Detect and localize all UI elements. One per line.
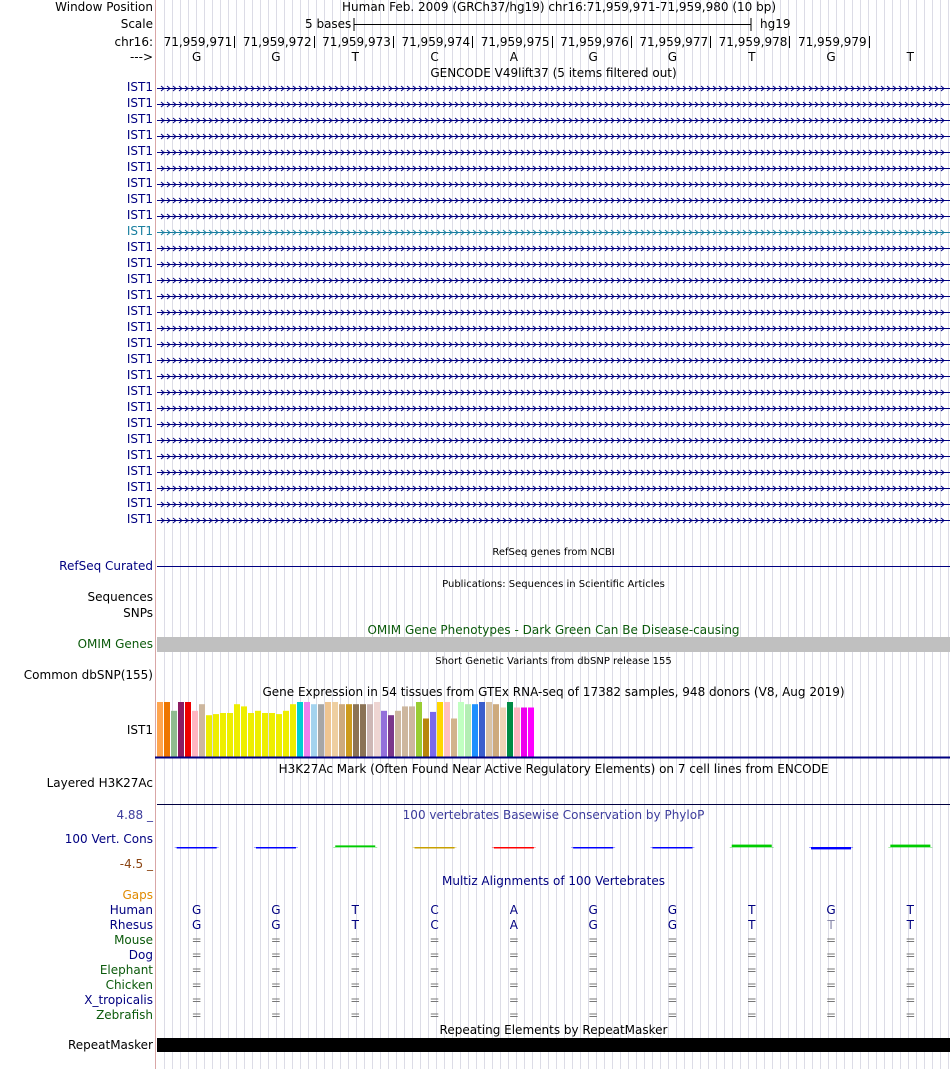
alignment-base[interactable]: = [905,963,916,977]
alignment-base[interactable]: G [667,918,678,932]
gtex-tissue-bar[interactable] [339,704,345,757]
h3k27ac-track-label[interactable]: Layered H3K27Ac [46,776,153,790]
alignment-base[interactable]: G [826,903,836,917]
gencode-transcript-label[interactable]: IST1 [126,176,153,190]
gtex-tissue-bar[interactable] [192,711,198,757]
gencode-transcript[interactable] [157,144,950,159]
omim-track-title[interactable]: OMIM Gene Phenotypes - Dark Green Can Be Disease-causing [367,623,740,637]
alignment-base[interactable]: = [667,933,678,947]
gtex-tissue-bar[interactable] [318,704,324,757]
gencode-transcript-label[interactable]: IST1 [126,80,153,94]
gtex-tissue-bar[interactable] [220,713,226,757]
gencode-transcript-label[interactable]: IST1 [126,416,153,430]
gencode-transcript-label[interactable]: IST1 [126,304,153,318]
gencode-transcript-label[interactable]: IST1 [126,432,153,446]
reference-base[interactable]: G [826,50,836,64]
alignment-base[interactable]: = [429,1008,440,1022]
conservation-min-label: -4.5 _ [119,857,153,871]
dbsnp-track-title[interactable]: Short Genetic Variants from dbSNP release 155 [435,656,672,667]
gencode-transcript[interactable] [157,240,950,255]
gtex-tissue-bar[interactable] [213,714,219,757]
alignment-base[interactable]: = [508,1008,519,1022]
alignment-base[interactable]: = [905,993,916,1007]
gencode-transcript-label[interactable]: IST1 [126,384,153,398]
gencode-transcript-label[interactable]: IST1 [126,192,153,206]
repeatmasker-track-label[interactable]: RepeatMasker [67,1038,153,1052]
ruler-position-label: 71,959,971 [163,35,233,49]
refseq-gene-line[interactable] [157,566,950,567]
alignment-base[interactable]: = [270,1008,281,1022]
gencode-transcript[interactable] [157,416,950,431]
repeatmasker-element-bar[interactable] [157,1038,950,1052]
gtex-tissue-bar[interactable] [458,702,464,757]
gencode-transcript[interactable] [157,400,950,415]
gtex-tissue-bar[interactable] [262,713,268,757]
omim-phenotype-bar[interactable] [157,637,950,652]
ruler-position-label: 71,959,975 [480,35,550,49]
scale-db: hg19 [760,17,791,31]
gencode-transcript[interactable] [157,208,950,223]
gtex-tissue-bar[interactable] [388,715,394,757]
reference-base[interactable]: G [271,50,281,64]
gtex-tissue-bar[interactable] [332,702,338,757]
gtex-tissue-bar[interactable] [402,706,408,757]
gtex-tissue-bar[interactable] [409,706,415,757]
alignment-base[interactable]: = [270,948,281,962]
species-label[interactable]: Chicken [105,978,153,992]
gtex-tissue-bar[interactable] [304,702,310,757]
gencode-transcript[interactable] [157,160,950,175]
gtex-tissue-bar[interactable] [472,704,478,757]
alignment-base[interactable]: = [350,993,361,1007]
gencode-transcript[interactable] [157,224,950,239]
multiz-track-title[interactable]: Multiz Alignments of 100 Vertebrates [441,874,666,888]
publications-track-title[interactable]: Publications: Sequences in Scientific Articles [442,579,665,590]
gencode-transcript-label[interactable]: IST1 [126,144,153,158]
conservation-score-mark[interactable] [573,847,613,849]
conservation-score-mark[interactable] [335,845,375,847]
species-label[interactable]: Human [109,903,153,917]
refseq-track-title[interactable]: RefSeq genes from NCBI [492,547,615,558]
scale-value: 5 bases [305,17,352,31]
h3k27ac-track-title[interactable]: H3K27Ac Mark (Often Found Near Active Regulatory Elements) on 7 cell lines from ENCODE [278,762,829,776]
gencode-transcript[interactable] [157,256,950,271]
gencode-transcript-label[interactable]: IST1 [126,160,153,174]
gtex-tissue-bar[interactable] [423,719,429,758]
alignment-base[interactable]: = [191,1008,202,1022]
assembly-position-text: Human Feb. 2009 (GRCh37/hg19) chr16:71,959,971-71,959,980 (10 bp) [342,0,777,14]
conservation-plot[interactable] [155,822,950,872]
conservation-score-mark[interactable] [494,847,534,849]
scale-label: Scale [120,17,153,31]
alignment-base[interactable]: G [588,903,598,917]
alignment-base[interactable]: = [191,948,202,962]
ruler-position-label: 71,959,977 [639,35,709,49]
gencode-transcript[interactable] [157,464,950,479]
gtex-tissue-bar[interactable] [367,704,373,757]
gtex-tissue-bar[interactable] [479,702,485,757]
gencode-transcript[interactable] [157,432,950,447]
gencode-transcript[interactable] [157,480,950,495]
repeatmasker-track-title[interactable]: Repeating Elements by RepeatMasker [439,1023,668,1037]
gencode-transcript-label[interactable]: IST1 [126,208,153,222]
conservation-score-mark[interactable] [732,845,772,847]
dbsnp-track-label[interactable]: Common dbSNP(155) [23,668,153,682]
alignment-base[interactable]: = [667,963,678,977]
strand-label: ---> [129,50,153,64]
omim-track-label[interactable]: OMIM Genes [77,637,153,651]
alignment-base[interactable]: = [667,948,678,962]
alignment-base[interactable]: = [826,978,837,992]
gtex-tissue-bar[interactable] [528,708,534,758]
alignment-base[interactable]: = [746,978,757,992]
alignment-base[interactable]: = [270,963,281,977]
gencode-transcript[interactable] [157,192,950,207]
gtex-tissue-bar[interactable] [493,704,499,757]
alignment-base[interactable]: = [429,948,440,962]
gtex-tissue-bar[interactable] [185,702,191,757]
gtex-tissue-bar[interactable] [507,702,513,757]
alignment-base[interactable]: = [508,963,519,977]
alignment-base[interactable]: = [350,933,361,947]
reference-base[interactable]: G [667,50,678,64]
alignment-base[interactable]: = [746,963,757,977]
reference-base[interactable]: A [509,50,518,64]
gtex-tissue-bar[interactable] [374,702,380,757]
species-label[interactable]: Mouse [114,933,153,947]
gencode-transcript[interactable] [157,112,950,127]
species-label[interactable]: X_tropicalis [84,993,153,1007]
alignment-base[interactable]: = [429,993,440,1007]
reference-base[interactable]: T [351,50,359,64]
gencode-transcript-label[interactable]: IST1 [126,368,153,382]
gtex-tissue-bar[interactable] [248,713,254,757]
chrom-label: chr16: [114,35,153,49]
gencode-transcript-label[interactable]: IST1 [126,112,153,126]
alignment-base[interactable]: = [429,933,440,947]
reference-base[interactable]: G [588,50,598,64]
gencode-transcript-label[interactable]: IST1 [126,400,153,414]
gtex-tissue-bar[interactable] [206,715,212,757]
gtex-tissue-bar[interactable] [199,704,205,757]
alignment-base[interactable]: = [746,933,757,947]
alignment-base[interactable]: G [271,903,281,917]
alignment-base[interactable]: = [905,978,916,992]
alignment-base[interactable]: T [351,903,359,917]
alignment-base[interactable]: = [667,993,678,1007]
gencode-transcript[interactable] [157,288,950,303]
species-label[interactable]: Rhesus [109,918,153,932]
alignment-base[interactable]: = [746,993,757,1007]
alignment-base[interactable]: G [191,903,202,917]
refseq-track-label[interactable]: RefSeq Curated [59,559,153,573]
gencode-transcript[interactable] [157,448,950,463]
gtex-tissue-bar[interactable] [276,714,282,757]
alignment-base[interactable]: T [906,918,915,932]
alignment-base[interactable]: A [509,903,518,917]
gtex-expression-chart[interactable] [155,700,950,760]
conservation-track-label[interactable]: 100 Vert. Cons [64,832,153,846]
alignment-base[interactable]: = [905,948,916,962]
gencode-transcript-label[interactable]: IST1 [126,96,153,110]
reference-base[interactable]: C [430,50,439,64]
gencode-transcript-label[interactable]: IST1 [126,496,153,510]
alignment-base[interactable]: = [191,933,202,947]
alignment-base[interactable]: T [906,903,915,917]
alignment-base[interactable]: = [350,978,361,992]
gtex-gene-label[interactable]: IST1 [126,723,153,737]
alignment-base[interactable]: = [588,963,599,977]
gencode-transcript[interactable] [157,384,950,399]
gtex-tissue-bar[interactable] [269,713,275,757]
gencode-transcript[interactable] [157,336,950,351]
conservation-score-mark[interactable] [256,847,296,849]
alignment-base[interactable]: = [746,1008,757,1022]
gtex-tissue-bar[interactable] [353,704,359,757]
species-label[interactable]: Dog [128,948,153,962]
alignment-base[interactable]: = [826,963,837,977]
gencode-transcript[interactable] [157,320,950,335]
gencode-transcript[interactable] [157,96,950,111]
alignment-base[interactable]: = [350,1008,361,1022]
alignment-base[interactable]: C [430,918,439,932]
sequences-label[interactable]: Sequences [87,590,153,604]
gtex-tissue-bar[interactable] [437,702,443,757]
gtex-tissue-bar[interactable] [255,711,261,757]
gtex-tissue-bar[interactable] [241,706,247,757]
ruler-tick [869,36,870,48]
reference-base[interactable]: G [191,50,202,64]
alignment-base[interactable]: G [667,903,678,917]
gencode-transcript-label[interactable]: IST1 [126,336,153,350]
gencode-transcript[interactable] [157,304,950,319]
alignment-base[interactable]: = [826,1008,837,1022]
gencode-transcript[interactable] [157,272,950,287]
gencode-transcript[interactable] [157,512,950,527]
alignment-base[interactable]: = [746,948,757,962]
gtex-tissue-bar[interactable] [283,711,289,757]
alignment-base[interactable]: = [667,1008,678,1022]
gtex-tissue-bar[interactable] [297,702,303,757]
gtex-tissue-bar[interactable] [444,702,450,757]
ruler-position-label: 71,959,979 [797,35,867,49]
window-position-label: Window Position [55,0,153,14]
gencode-track-title[interactable]: GENCODE V49lift37 (5 items filtered out) [430,66,677,80]
gencode-transcript-label[interactable]: IST1 [126,224,153,238]
conservation-max-label: 4.88 _ [116,808,153,822]
gencode-transcript-label[interactable]: IST1 [126,272,153,286]
gencode-transcript-label[interactable]: IST1 [126,256,153,270]
alignment-base[interactable]: G [588,918,598,932]
alignment-base[interactable]: = [667,978,678,992]
conservation-track-title[interactable]: 100 vertebrates Basewise Conservation by PhyloP [402,808,705,822]
alignment-base[interactable]: = [588,1008,599,1022]
alignment-base[interactable]: = [588,993,599,1007]
alignment-base[interactable]: = [429,978,440,992]
alignment-base[interactable]: = [429,963,440,977]
conservation-score-mark[interactable] [811,847,851,849]
alignment-base[interactable]: = [508,993,519,1007]
reference-base[interactable]: T [906,50,915,64]
alignment-base[interactable]: = [508,978,519,992]
gencode-transcript[interactable] [157,496,950,511]
gtex-tissue-bar[interactable] [465,704,471,757]
alignment-base[interactable]: = [191,978,202,992]
gencode-transcript-label[interactable]: IST1 [126,512,153,526]
gencode-transcript-label[interactable]: IST1 [126,480,153,494]
gtex-tissue-bar[interactable] [290,704,296,757]
gtex-tissue-bar[interactable] [157,702,163,757]
ruler-position-label: 71,959,974 [401,35,471,49]
alignment-base[interactable]: = [588,933,599,947]
alignment-base[interactable]: = [508,933,519,947]
gtex-tissue-bar[interactable] [311,704,317,757]
gaps-label[interactable]: Gaps [122,888,153,902]
gtex-tissue-bar[interactable] [227,713,233,757]
alignment-base[interactable]: = [588,978,599,992]
gencode-transcript-label[interactable]: IST1 [126,288,153,302]
gtex-tissue-bar[interactable] [346,704,352,757]
gtex-tissue-bar[interactable] [360,704,366,757]
gencode-transcript[interactable] [157,80,950,95]
gtex-tissue-bar[interactable] [500,708,506,758]
conservation-score-mark[interactable] [415,847,455,849]
alignment-base[interactable]: = [191,963,202,977]
alignment-base[interactable]: = [191,993,202,1007]
alignment-base[interactable]: = [350,963,361,977]
alignment-base[interactable]: = [588,948,599,962]
gtex-tissue-bar[interactable] [395,711,401,757]
alignment-base[interactable]: G [271,918,281,932]
gtex-tissue-bar[interactable] [486,702,492,757]
gtex-tissue-bar[interactable] [171,711,177,757]
alignment-base[interactable]: = [270,993,281,1007]
ruler-position-label: 71,959,976 [560,35,629,49]
alignment-base[interactable]: G [191,918,202,932]
alignment-base[interactable]: = [826,993,837,1007]
gencode-transcript-label[interactable]: IST1 [126,240,153,254]
ruler-position-label: 71,959,973 [322,35,391,49]
gtex-tissue-bar[interactable] [178,702,184,757]
gencode-transcript[interactable] [157,368,950,383]
gencode-transcript-label[interactable]: IST1 [126,352,153,366]
alignment-base[interactable]: = [826,933,837,947]
ruler-position-label: 71,959,978 [718,35,788,49]
gencode-transcript-label[interactable]: IST1 [126,464,153,478]
alignment-base[interactable]: C [430,903,439,917]
gtex-tissue-bar[interactable] [430,712,436,757]
gtex-tissue-bar[interactable] [234,704,240,757]
gtex-track-title[interactable]: Gene Expression in 54 tissues from GTEx RNA-seq of 17382 samples, 948 donors (V8, Aug 2019) [262,685,845,699]
conservation-score-mark[interactable] [177,847,217,849]
scale-bar [353,17,753,32]
ruler-position-label: 71,959,972 [242,35,312,49]
alignment-base[interactable]: = [270,933,281,947]
gtex-tissue-bar[interactable] [416,702,422,757]
gencode-transcript[interactable] [157,352,950,367]
gtex-tissue-bar[interactable] [325,702,331,757]
gencode-transcript[interactable] [157,176,950,191]
h3k27ac-baseline [157,804,950,805]
alignment-base[interactable]: T [827,918,835,932]
gtex-tissue-bar[interactable] [514,708,520,758]
gencode-transcript-label[interactable]: IST1 [126,320,153,334]
conservation-score-mark[interactable] [652,847,692,849]
alignment-base[interactable]: A [509,918,518,932]
species-label[interactable]: Elephant [99,963,153,977]
alignment-base[interactable]: T [351,918,359,932]
snps-label[interactable]: SNPs [123,606,153,620]
alignment-base[interactable]: = [270,978,281,992]
gencode-transcript-label[interactable]: IST1 [126,128,153,142]
species-label[interactable]: Zebrafish [96,1008,153,1022]
alignment-base[interactable]: T [748,903,756,917]
alignment-base[interactable]: = [350,948,361,962]
alignment-base[interactable]: = [508,948,519,962]
conservation-score-mark[interactable] [890,845,930,847]
gtex-tissue-bar[interactable] [164,702,170,757]
alignment-base[interactable]: = [826,948,837,962]
reference-base[interactable]: T [748,50,756,64]
label-divider [155,0,156,1069]
gencode-transcript[interactable] [157,128,950,143]
gtex-tissue-bar[interactable] [381,711,387,757]
alignment-base[interactable]: = [905,1008,916,1022]
alignment-base[interactable]: T [748,918,756,932]
alignment-base[interactable]: = [905,933,916,947]
gtex-tissue-bar[interactable] [451,719,457,758]
gtex-tissue-bar[interactable] [521,708,527,758]
gencode-transcript-label[interactable]: IST1 [126,448,153,462]
